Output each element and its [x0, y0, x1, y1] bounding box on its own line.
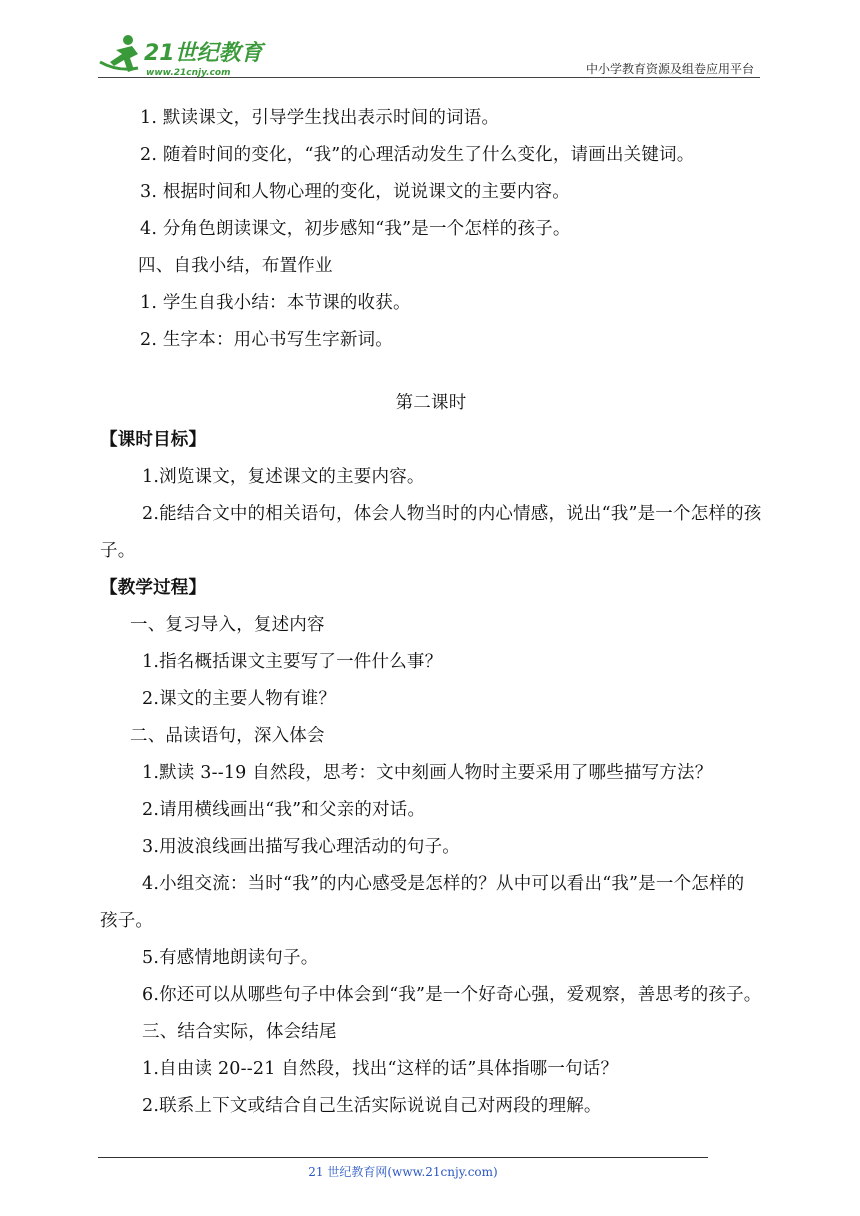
platform-tagline: 中小学教育资源及组卷应用平台 [585, 62, 754, 76]
section-heading: 三、结合实际，体会结尾 [142, 1022, 337, 1042]
lesson-title: 第二课时 [395, 393, 467, 413]
text-line: 3. 根据时间和人物心理的变化，说说课文的主要内容。 [140, 182, 570, 202]
text-line: 2.课文的主要人物有谁？ [142, 689, 337, 709]
process-heading: 【教学过程】 [100, 578, 207, 598]
text-line: 1. 学生自我小结：本节课的收获。 [140, 293, 411, 313]
objectives-heading: 【课时目标】 [100, 430, 207, 450]
text-line: 1. 默读课文，引导学生找出表示时间的词语。 [140, 108, 500, 128]
text-line: 1.自由读 20--21 自然段，找出“这样的话”具体指哪一句话？ [142, 1059, 619, 1079]
text-paragraph: 6.你还可以从哪些句子中体会到“我”是一个好奇心强，爱观察，善思考的孩子。 [142, 985, 762, 1005]
text-line: 4. 分角色朗读课文，初步感知“我”是一个怎样的孩子。 [140, 219, 571, 239]
page-header [98, 30, 760, 78]
text-line: 1.默读 3--19 自然段，思考：文中刻画人物时主要采用了哪些描写方法？ [142, 763, 713, 783]
document-body [100, 100, 762, 1125]
text-line: 2. 随着时间的变化，“我”的心理活动发生了什么变化，请画出关键词。 [140, 145, 695, 165]
footer-divider [98, 1157, 708, 1158]
text-line: 2.请用横线画出“我”和父亲的对话。 [142, 800, 426, 820]
section-heading: 四、自我小结，布置作业 [138, 256, 333, 276]
runner-icon [100, 35, 138, 72]
text-line: 5.有感情地朗读句子。 [142, 948, 319, 968]
text-paragraph: 2.能结合文中的相关语句，体会人物当时的内心情感，说出“我”是一个怎样的孩子。 [100, 504, 762, 561]
text-line: 2. 生字本：用心书写生字新词。 [140, 330, 393, 350]
logo [98, 32, 268, 78]
footer-link[interactable]: 21 世纪教育网(www.21cnjy.com) [308, 1165, 498, 1179]
text-line: 1.浏览课文，复述课文的主要内容。 [142, 467, 425, 487]
header-divider [98, 77, 760, 78]
text-paragraph: 4.小组交流：当时“我”的内心感受是怎样的？从中可以看出“我”是一个怎样的孩子。 [100, 874, 745, 931]
text-line: 1.指名概括课文主要写了一件什么事？ [142, 652, 443, 672]
logo-url: www.21cnjy.com [146, 68, 231, 78]
section-heading: 一、复习导入，复述内容 [130, 615, 325, 635]
section-heading: 二、品读语句，深入体会 [130, 726, 325, 746]
text-line: 2.联系上下文或结合自己生活实际说说自己对两段的理解。 [142, 1096, 602, 1116]
text-line: 3.用波浪线画出描写我心理活动的句子。 [142, 837, 460, 857]
logo-text: 21世纪教育 [144, 41, 263, 66]
